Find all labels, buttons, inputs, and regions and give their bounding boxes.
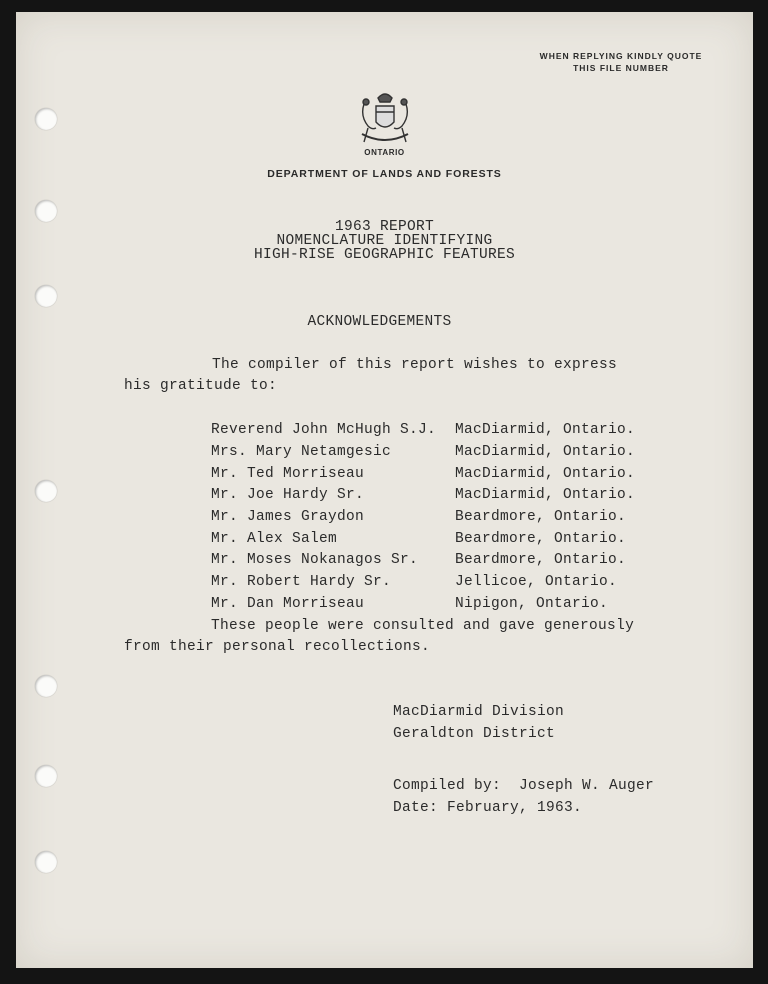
list-item — [211, 422, 671, 444]
coat-of-arms-icon — [356, 84, 414, 154]
list-item — [211, 466, 671, 488]
binder-hole — [35, 480, 57, 502]
binder-hole — [35, 851, 57, 873]
person-location: MacDiarmid, Ontario. — [455, 444, 636, 460]
binder-hole — [35, 765, 57, 787]
file-number-note — [531, 50, 711, 74]
person-location: Jellicoe, Ontario. — [455, 574, 618, 590]
report-title-line-1: 1963 REPORT — [334, 219, 434, 235]
list-item — [211, 509, 671, 531]
report-title-line-3: HIGH-RISE GEOGRAPHIC FEATURES — [253, 247, 516, 263]
person-name: Mr. Joe Hardy Sr. — [211, 487, 365, 503]
person-name: Mr. Dan Morriseau — [211, 596, 365, 612]
division-name: MacDiarmid Division — [393, 704, 565, 720]
person-location: Beardmore, Ontario. — [455, 552, 627, 568]
person-location: Nipigon, Ontario. — [455, 596, 609, 612]
department-name: DEPARTMENT OF LANDS AND FORESTS — [267, 168, 502, 180]
person-name: Reverend John McHugh S.J. — [211, 422, 437, 438]
person-location: MacDiarmid, Ontario. — [455, 487, 636, 503]
intro-line-1: The compiler of this report wishes to express — [212, 357, 618, 373]
person-location: Beardmore, Ontario. — [455, 509, 627, 525]
person-name: Mr. Alex Salem — [211, 531, 338, 547]
file-note-line-1: WHEN REPLYING KINDLY QUOTE — [539, 51, 703, 61]
person-name: Mr. Moses Nokanagos Sr. — [211, 552, 419, 568]
person-location: Beardmore, Ontario. — [455, 531, 627, 547]
list-item — [211, 574, 671, 596]
binder-hole — [35, 675, 57, 697]
closing-line-2: from their personal recollections. — [124, 639, 431, 655]
list-item — [211, 531, 671, 553]
province-label: ONTARIO — [364, 148, 405, 157]
list-item — [211, 596, 671, 618]
person-location: MacDiarmid, Ontario. — [455, 422, 636, 438]
report-date: Date: February, 1963. — [393, 800, 583, 816]
report-title-line-2: NOMENCLATURE IDENTIFYING — [276, 233, 493, 249]
person-name: Mr. Robert Hardy Sr. — [211, 574, 392, 590]
closing-line-1: These people were consulted and gave generously — [211, 618, 635, 634]
list-item — [211, 552, 671, 574]
person-name: Mr. Ted Morriseau — [211, 466, 365, 482]
file-note-line-2: THIS FILE NUMBER — [573, 63, 669, 73]
document-page — [16, 12, 753, 968]
list-item — [211, 444, 671, 466]
intro-line-2: his gratitude to: — [124, 378, 278, 394]
person-location: MacDiarmid, Ontario. — [455, 466, 636, 482]
person-name: Mrs. Mary Netamgesic — [211, 444, 392, 460]
section-heading: ACKNOWLEDGEMENTS — [307, 314, 452, 330]
binder-hole — [35, 108, 57, 130]
person-name: Mr. James Graydon — [211, 509, 365, 525]
binder-hole — [35, 285, 57, 307]
district-name: Geraldton District — [393, 726, 556, 742]
compiled-by: Compiled by: Joseph W. Auger — [393, 778, 655, 794]
list-item — [211, 487, 671, 509]
